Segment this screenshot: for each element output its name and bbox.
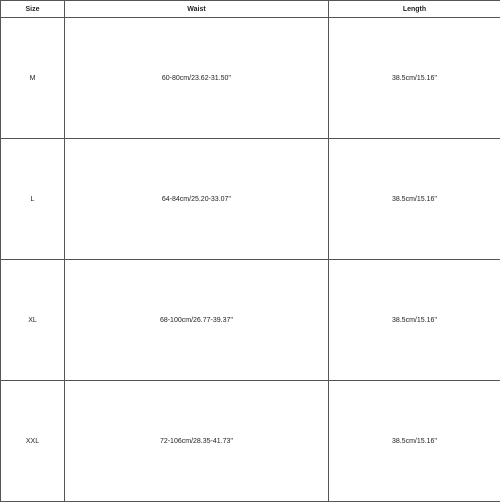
- waist-cell: 64-84cm/25.20-33.07'': [65, 139, 329, 260]
- length-cell: 38.5cm/15.16'': [329, 260, 500, 381]
- length-cell: 38.5cm/15.16'': [329, 381, 500, 502]
- header-row: [1, 1, 500, 18]
- header-waist: Waist: [65, 1, 329, 18]
- size-cell: XL: [1, 260, 65, 381]
- table-row: [1, 381, 500, 502]
- size-cell: L: [1, 139, 65, 260]
- table-body: [1, 18, 500, 502]
- table-row: [1, 260, 500, 381]
- table-header: [1, 1, 500, 18]
- length-cell: 38.5cm/15.16'': [329, 139, 500, 260]
- waist-cell: 60-80cm/23.62-31.50'': [65, 18, 329, 139]
- size-cell: M: [1, 18, 65, 139]
- header-length: Length: [329, 1, 500, 18]
- size-cell: XXL: [1, 381, 65, 502]
- table-row: [1, 139, 500, 260]
- waist-cell: 68-100cm/26.77-39.37'': [65, 260, 329, 381]
- length-cell: 38.5cm/15.16'': [329, 18, 500, 139]
- header-size: Size: [1, 1, 65, 18]
- waist-cell: 72-106cm/28.35-41.73'': [65, 381, 329, 502]
- table-row: [1, 18, 500, 139]
